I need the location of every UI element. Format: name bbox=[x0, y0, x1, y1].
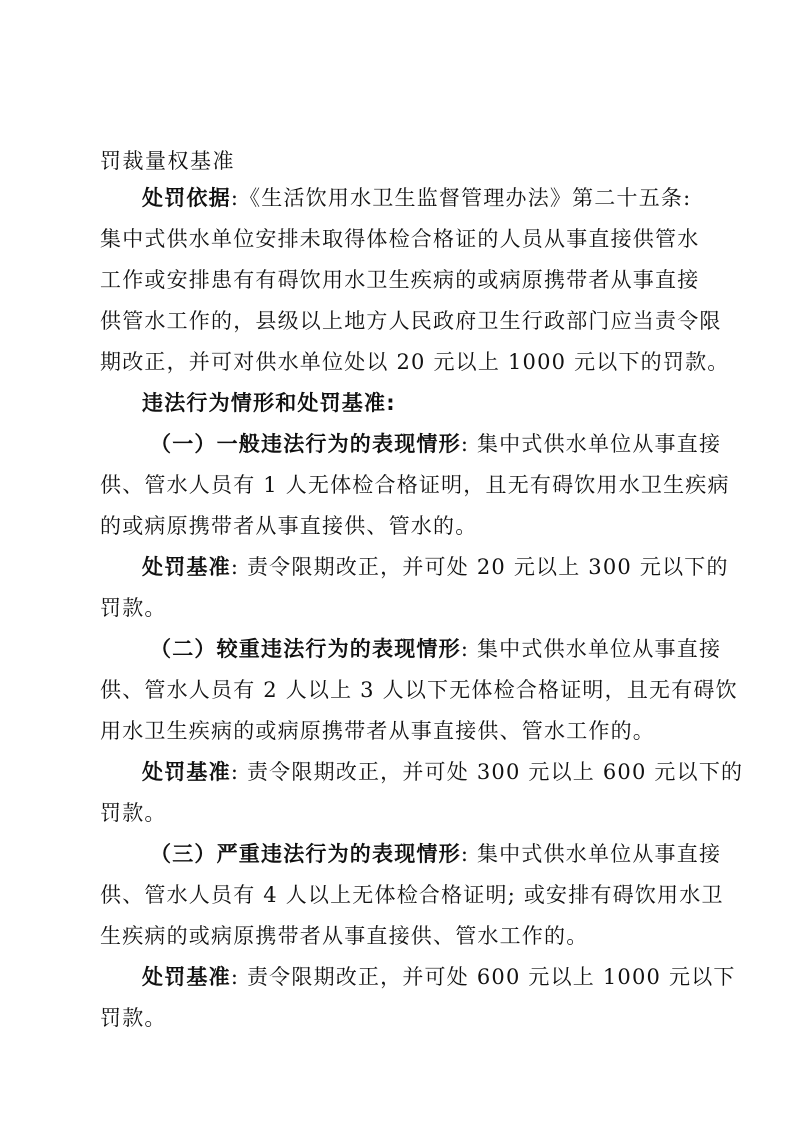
section-heading: 违法行为情形和处罚基准: bbox=[142, 391, 396, 415]
serious-penalty-text-1: : 责令限期改正，并可处 300 元以上 600 元以下的 bbox=[230, 760, 744, 784]
general-label: （一）一般违法行为的表现情形 bbox=[150, 432, 461, 456]
general-penalty-line-2: 罚款。 bbox=[100, 596, 167, 620]
severe-line-1 bbox=[150, 839, 750, 869]
serious-penalty-label: 处罚基准 bbox=[142, 760, 231, 784]
general-line-3: 的或病原携带者从事直接供、管水的。 bbox=[100, 514, 478, 538]
general-penalty-line-1 bbox=[142, 552, 742, 582]
basis-colon: : bbox=[230, 186, 240, 210]
severe-line-3: 生疾病的或病原携带者从事直接供、管水工作的。 bbox=[100, 924, 589, 948]
severe-penalty-label: 处罚基准 bbox=[142, 965, 231, 989]
basis-label: 处罚依据 bbox=[142, 186, 231, 210]
serious-line-2: 供、管水人员有 2 人以上 3 人以下无体检合格证明，且无有碍饮 bbox=[100, 678, 738, 702]
serious-line-1 bbox=[150, 634, 750, 664]
serious-penalty-line-1 bbox=[142, 757, 742, 787]
severe-penalty-text-1: : 责令限期改正，并可处 600 元以上 1000 元以下 bbox=[230, 965, 736, 989]
severe-penalty-line-2: 罚款。 bbox=[100, 1006, 167, 1030]
severe-penalty-line-1 bbox=[142, 962, 742, 992]
serious-line-3: 用水卫生疾病的或病原携带者从事直接供、管水工作的。 bbox=[100, 719, 655, 743]
basis-line-2: 集中式供水单位安排未取得体检合格证的人员从事直接供管水 bbox=[100, 227, 700, 251]
document-title: 罚裁量权基准 bbox=[100, 149, 235, 173]
severe-text-1: : 集中式供水单位从事直接 bbox=[460, 842, 722, 866]
basis-text-1: 《生活饮用水卫生监督管理办法》第二十五条: bbox=[239, 186, 692, 210]
basis-line-4: 供管水工作的，县级以上地方人民政府卫生行政部门应当责令限 bbox=[100, 309, 722, 333]
serious-label: （二）较重违法行为的表现情形 bbox=[150, 637, 461, 661]
serious-penalty-line-2: 罚款。 bbox=[100, 801, 167, 825]
serious-text-1: : 集中式供水单位从事直接 bbox=[460, 637, 722, 661]
general-text-1: : 集中式供水单位从事直接 bbox=[460, 432, 722, 456]
general-penalty-text-1: : 责令限期改正，并可处 20 元以上 300 元以下的 bbox=[230, 555, 729, 579]
general-line-2: 供、管水人员有 1 人无体检合格证明，且无有碍饮用水卫生疾病 bbox=[100, 473, 730, 497]
severe-line-2: 供、管水人员有 4 人以上无体检合格证明; 或安排有碍饮用水卫 bbox=[100, 883, 724, 907]
general-line-1 bbox=[150, 429, 750, 459]
general-penalty-label: 处罚基准 bbox=[142, 555, 231, 579]
severe-label: （三）严重违法行为的表现情形 bbox=[150, 842, 461, 866]
basis-line-5: 期改正，并可对供水单位处以 20 元以上 1000 元以下的罚款。 bbox=[100, 350, 730, 374]
basis-line-1 bbox=[142, 183, 742, 213]
basis-line-3: 工作或安排患有有碍饮用水卫生疾病的或病原携带者从事直接 bbox=[100, 268, 700, 292]
